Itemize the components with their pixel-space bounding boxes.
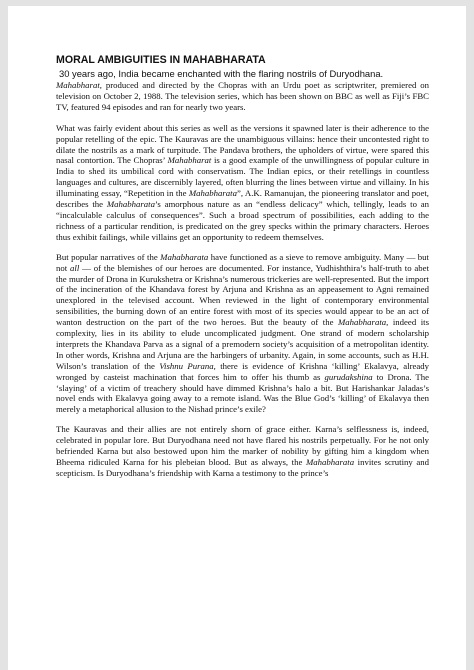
italic-run: Mahabharat bbox=[56, 80, 100, 90]
italic-run: Mahabharat bbox=[167, 155, 212, 166]
italic-run: Mahabharata bbox=[188, 188, 237, 199]
text-run: , produced and directed by the Chopras with an Urdu poet as scriptwriter, premiered on television on October 2, 1988. The television series, which has been shown on BBC as well as Fiji’s FBC TV, featured 94 episodes and ran for nearly two years. bbox=[56, 80, 429, 112]
paragraph-1 bbox=[56, 80, 429, 113]
paragraph-2 bbox=[56, 123, 429, 243]
text-run: ’s amorphous nature as an “endless delicacy” which, tellingly, leads to an “incalculable calculus of consequences”. Such a broad spectrum of possibilities, each adding to the richness of a particular rendition, is predicated on the grey specks within the primary characters. Heroes thus exhibit failings, while villains get an opportunity to redeem themselves. bbox=[56, 199, 430, 242]
text-run: have functioned as a sieve to remove ambiguity. Many — but not bbox=[56, 251, 429, 273]
text-run: The Kauravas and their allies are not entirely shorn of grace either. Karna’s selflessness is, indeed, celebrated in popular lore. But Duryodhana need not have flared his nostrils perpetually. For he not only befriended Karna but also bestowed upon him the marker of nobility by gifting him a kingdom when Bheema ridiculed Karna for his plebeian blood. But as always, the bbox=[56, 424, 429, 467]
text-run: — of the blemishes of our heroes are documented. For instance, Yudhishthira’s half-truth to abet the murder of Drona in Kurukshetra or Krishna’s numerous trickeries are well-represented. But the import of the incineration of the Khandava forest by Arjuna and Krishna as an appeasement to Agni remained unexplored in the televised account. When reviewed in the light of contemporary environmental sensibilities, the burning down of an entire forest with most of its species would appear to be an act of wanton destruction on the part of the two heroes. But the beauty of the bbox=[56, 262, 429, 328]
italic-run: Mahabharata bbox=[160, 251, 209, 262]
text-run: What was fairly evident about this series as well as the versions it spawned later is their adherence to the popular retelling of the epic. The Kauravas are the unambiguous villains: hence their uncontested right to dilate the nostrils as a mark of turpitude. The Pandava brothers, the upholders of virtue, were spared this nasal contortion. The Chopras’ bbox=[56, 122, 429, 166]
italic-run: Vishnu Purana bbox=[159, 360, 214, 371]
italic-run: all bbox=[70, 262, 80, 273]
paragraph-3 bbox=[56, 252, 429, 416]
italic-run: Mahabharata bbox=[106, 199, 155, 210]
document-page bbox=[8, 6, 466, 670]
text-run: , indeed its complexity, lies in its ability to elude uncomplicated judgment. One strand of modern scholarship interprets the Khandava Parva as a signal of a premodern society’s acquisition of a metropolitan identity. In other words, Krishna and Arjuna are the harbingers of urbanity. Again, in some accounts, such as H.H. Wilson’s translation of the bbox=[56, 317, 429, 371]
text-run: But popular narratives of the bbox=[56, 251, 161, 262]
text-run: , there is evidence of Krishna ‘killing’ Ekalavya, already wronged by casteist machination that forces him to offer his thumb as bbox=[56, 360, 429, 382]
italic-run: gurudakshina bbox=[324, 371, 373, 382]
italic-run: Mahabharata bbox=[305, 457, 355, 467]
text-run: invites scrutiny and scepticism. Is Duryodhana’s friendship with Karna a testimony to the prince’s bbox=[56, 457, 430, 478]
paragraph-4 bbox=[56, 424, 429, 479]
article-lede: 30 years ago, India became enchanted with the flaring nostrils of Duryodhana. bbox=[59, 68, 384, 79]
article-title: MORAL AMBIGUITIES IN MAHABHARATA bbox=[56, 54, 266, 66]
italic-run: Mahabharata bbox=[338, 317, 387, 328]
text-run: is a good example of the unwillingness of popular culture in India to shed its umbilical cord with conservatism. The Indian epics, or their retellings in countless languages and cultures, are discernibly layered, often blurring the lines between virtue and villainy. In his illuminating essay, “Repetition in the bbox=[56, 155, 429, 199]
text-run: to Drona. The ‘slaying’ of a victim of treachery should have dimmed Krishna’s halo a bit. But Harishankar Jaladas’s novel ends with Ekalavya going away to a remote island. Was the Blue God’s ‘killing’ of Ekalavya then merely a metaphorical allusion to the Nishad prince’s exile? bbox=[56, 371, 429, 415]
article bbox=[56, 54, 429, 488]
text-run: ”, A.K. Ramanujan, the pioneering translator and poet, describes the bbox=[56, 188, 429, 210]
